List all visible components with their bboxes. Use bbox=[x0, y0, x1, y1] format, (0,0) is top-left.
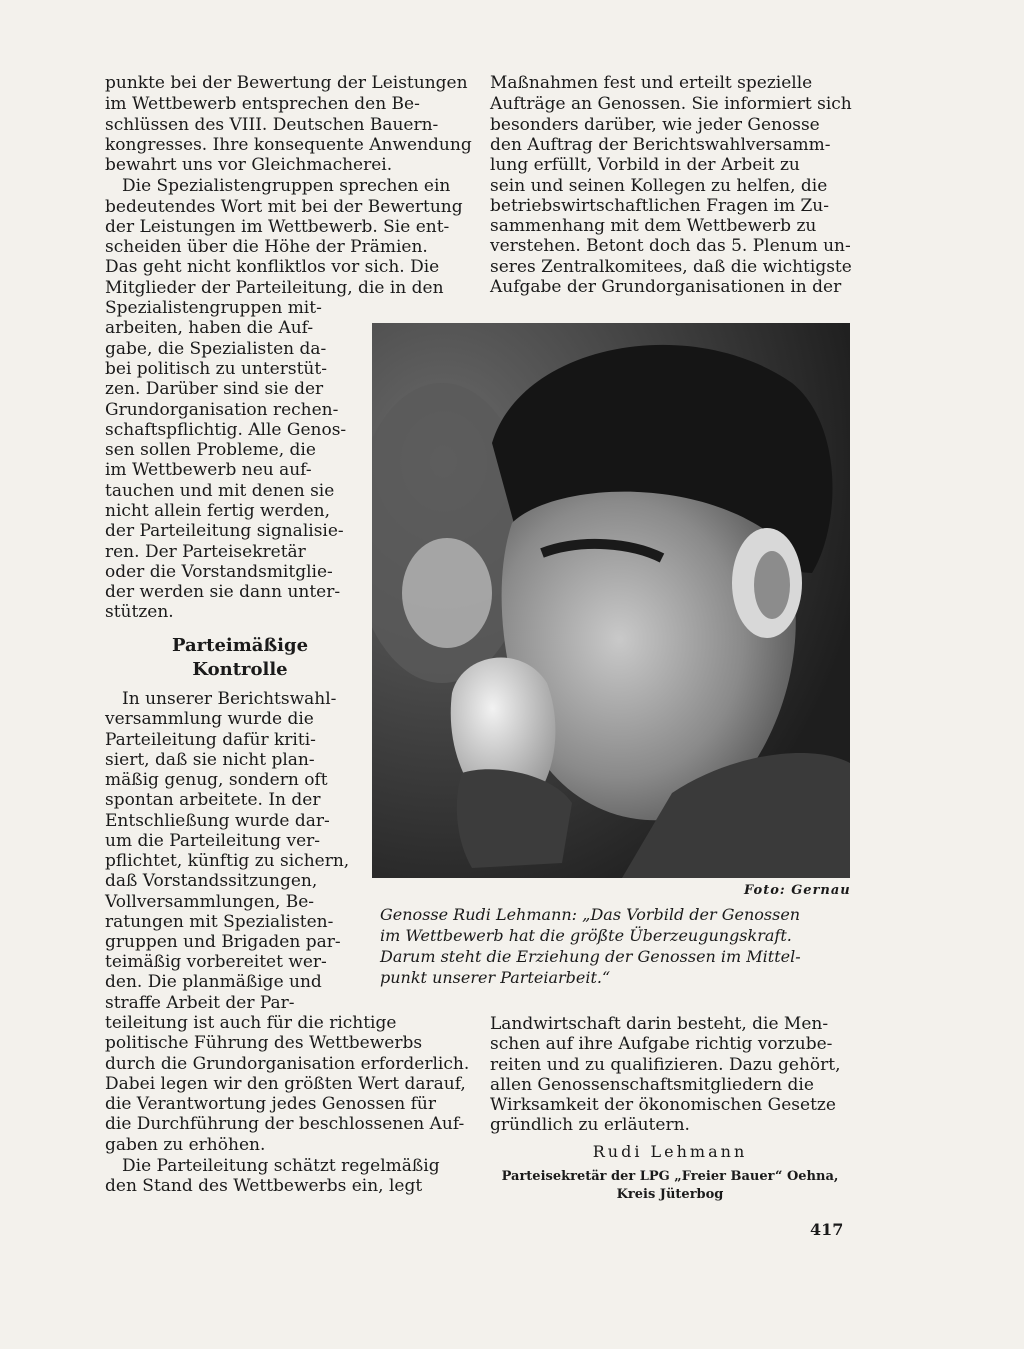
text-line: straffe Arbeit der Par- bbox=[105, 993, 295, 1013]
text-line: Die Spezialistengruppen sprechen ein bbox=[122, 176, 451, 196]
text-line: schen auf ihre Aufgabe richtig vorzube- bbox=[490, 1034, 833, 1054]
text-line: lung erfüllt, Vorbild in der Arbeit zu bbox=[490, 155, 800, 175]
text-line: der werden sie dann unter- bbox=[105, 582, 341, 602]
text-line: im Wettbewerb entsprechen den Be- bbox=[105, 94, 420, 114]
text-line: der Leistungen im Wettbewerb. Sie ent- bbox=[105, 217, 450, 237]
photo-credit: Foto: Gernau bbox=[744, 883, 851, 898]
text-line: stützen. bbox=[105, 602, 174, 622]
text-line: Vollversammlungen, Be- bbox=[105, 892, 315, 912]
text-line: siert, daß sie nicht plan- bbox=[105, 750, 315, 770]
text-line: daß Vorstandssitzungen, bbox=[105, 871, 318, 891]
text-line: spontan arbeitete. In der bbox=[105, 790, 321, 810]
text-line: sammenhang mit dem Wettbewerb zu bbox=[490, 216, 817, 236]
text-line: der Parteileitung signalisie- bbox=[105, 521, 344, 541]
text-line: den Auftrag der Berichtswahlversamm- bbox=[490, 135, 831, 155]
text-line: punkte bei der Bewertung der Leistungen bbox=[105, 73, 468, 93]
text-line: oder die Vorstandsmitglie- bbox=[105, 562, 333, 582]
text-line: die Verantwortung jedes Genossen für bbox=[105, 1094, 436, 1114]
text-line: besonders darüber, wie jeder Genosse bbox=[490, 115, 820, 135]
text-line: Dabei legen wir den größten Wert darauf, bbox=[105, 1074, 466, 1094]
text-line: im Wettbewerb neu auf- bbox=[105, 460, 312, 480]
section-heading: Kontrolle bbox=[192, 659, 288, 680]
text-line: Entschließung wurde dar- bbox=[105, 811, 330, 831]
text-line: sein und seinen Kollegen zu helfen, die bbox=[490, 176, 828, 196]
text-line: Aufträge an Genossen. Sie informiert sich bbox=[490, 94, 852, 114]
page-number: 417 bbox=[810, 1220, 844, 1239]
text-line: versammlung wurde die bbox=[105, 709, 314, 729]
caption-line: Darum steht die Erziehung der Genossen im Mittel- bbox=[380, 947, 801, 966]
text-line: tauchen und mit denen sie bbox=[105, 481, 335, 501]
text-line: kongresses. Ihre konsequente Anwendung bbox=[105, 135, 472, 155]
text-line: Grundorganisation rechen- bbox=[105, 400, 339, 420]
text-line: schlüssen des VIII. Deutschen Bauern- bbox=[105, 115, 439, 135]
text-line: durch die Grundorganisation erforderlich. bbox=[105, 1054, 470, 1074]
portrait-photo bbox=[372, 323, 850, 878]
text-line: ratungen mit Spezialisten- bbox=[105, 912, 334, 932]
text-line: ren. Der Parteisekretär bbox=[105, 542, 306, 562]
text-line: bedeutendes Wort mit bei der Bewertung bbox=[105, 197, 463, 217]
text-line: gruppen und Brigaden par- bbox=[105, 932, 341, 952]
text-line: reiten und zu qualifizieren. Dazu gehört, bbox=[490, 1055, 841, 1075]
text-line: betriebswirtschaftlichen Fragen im Zu- bbox=[490, 196, 829, 216]
caption-line: punkt unserer Parteiarbeit.“ bbox=[380, 968, 611, 987]
text-line: Das geht nicht konfliktlos vor sich. Die bbox=[105, 257, 440, 277]
text-line: den Stand des Wettbewerbs ein, legt bbox=[105, 1176, 423, 1196]
text-line: teileitung ist auch für die richtige bbox=[105, 1013, 397, 1033]
text-line: Mitglieder der Parteileitung, die in den bbox=[105, 278, 444, 298]
text-line: Die Parteileitung schätzt regelmäßig bbox=[122, 1156, 440, 1176]
text-line: den. Die planmäßige und bbox=[105, 972, 322, 992]
text-line: politische Führung des Wettbewerbs bbox=[105, 1033, 423, 1053]
text-line: Parteileitung dafür kriti- bbox=[105, 730, 316, 750]
caption-line: im Wettbewerb hat die größte Überzeugungskraft. bbox=[380, 926, 792, 945]
text-line: sen sollen Probleme, die bbox=[105, 440, 316, 460]
portrait-illustration bbox=[372, 323, 850, 878]
text-line: schaftspflichtig. Alle Genos- bbox=[105, 420, 347, 440]
text-line: nicht allein fertig werden, bbox=[105, 501, 331, 521]
section-heading: Parteimäßige bbox=[171, 635, 309, 656]
text-line: zen. Darüber sind sie der bbox=[105, 379, 324, 399]
text-line: verstehen. Betont doch das 5. Plenum un- bbox=[490, 236, 851, 256]
text-line: bewahrt uns vor Gleichmacherei. bbox=[105, 155, 393, 175]
text-line: scheiden über die Höhe der Prämien. bbox=[105, 237, 428, 257]
text-line: teimäßig vorbereitet wer- bbox=[105, 952, 327, 972]
text-line: gaben zu erhöhen. bbox=[105, 1135, 266, 1155]
text-line: Landwirtschaft darin besteht, die Men- bbox=[490, 1014, 829, 1034]
text-line: bei politisch zu unterstüt- bbox=[105, 359, 327, 379]
text-line: Wirksamkeit der ökonomischen Gesetze bbox=[490, 1095, 836, 1115]
text-line: gründlich zu erläutern. bbox=[490, 1115, 690, 1135]
text-line: Spezialistengruppen mit- bbox=[105, 298, 322, 318]
caption-line: Genosse Rudi Lehmann: „Das Vorbild der Genossen bbox=[380, 905, 801, 924]
text-line: arbeiten, haben die Auf- bbox=[105, 318, 314, 338]
text-line: Aufgabe der Grundorganisationen in der bbox=[490, 277, 842, 297]
author-name: Rudi Lehmann bbox=[592, 1142, 748, 1161]
text-line: gabe, die Spezialisten da- bbox=[105, 339, 327, 359]
text-line: Maßnahmen fest und erteilt spezielle bbox=[490, 73, 813, 93]
author-role: Parteisekretär der LPG „Freier Bauer“ Oehna, bbox=[501, 1169, 839, 1184]
text-line: mäßig genug, sondern oft bbox=[105, 770, 328, 790]
author-role: Kreis Jüterbog bbox=[616, 1187, 724, 1202]
text-line: die Durchführung der beschlossenen Auf- bbox=[105, 1114, 465, 1134]
text-line: allen Genossenschaftsmitgliedern die bbox=[490, 1075, 814, 1095]
text-line: In unserer Berichtswahl- bbox=[122, 689, 337, 709]
text-line: pflichtet, künftig zu sichern, bbox=[105, 851, 350, 871]
text-line: um die Parteileitung ver- bbox=[105, 831, 321, 851]
text-line: seres Zentralkomitees, daß die wichtigste bbox=[490, 257, 852, 277]
